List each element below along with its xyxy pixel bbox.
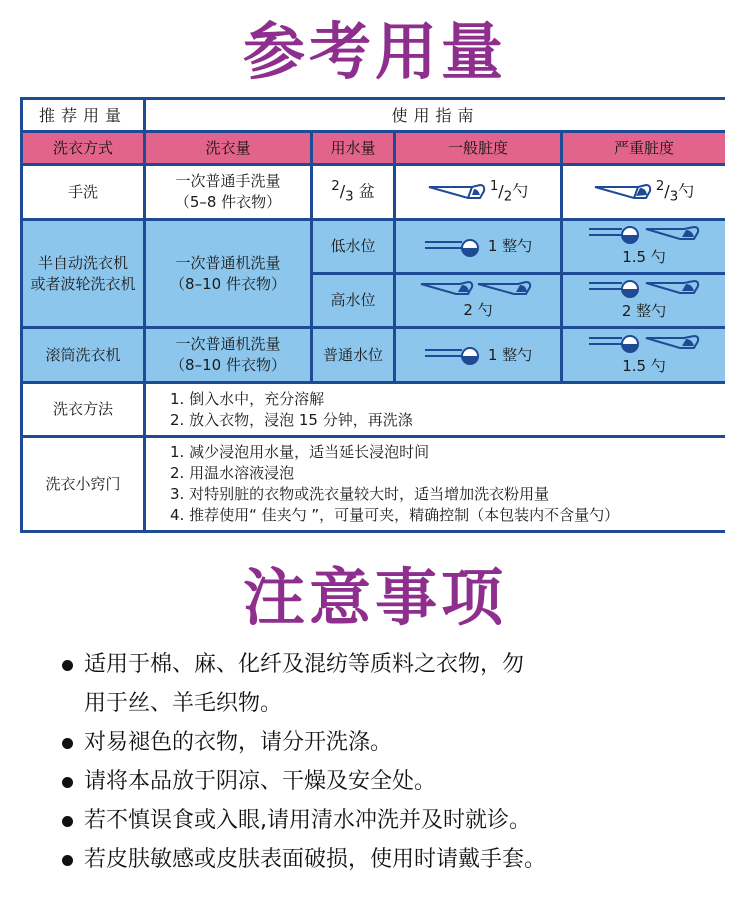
measuring-spoon-icon bbox=[420, 280, 536, 300]
semi-method-line-2: 或者波轮洗衣机 bbox=[30, 274, 136, 293]
notice-item bbox=[62, 762, 682, 801]
tip-item-4: 4. 推荐使用“ 佳夹勺 ”，可量可夹，精确控制（本包装内不含量勺） bbox=[170, 506, 620, 524]
notice-item-continuation bbox=[62, 684, 682, 723]
drum-water: 普通水位 bbox=[313, 329, 393, 381]
hand-water-amount: $^2/_3$ 盆 bbox=[331, 179, 375, 205]
hand-normal-amount: $^1/_2$勺 bbox=[489, 179, 529, 205]
semi-low-water: 低水位 bbox=[313, 221, 393, 272]
semi-high-normal bbox=[396, 275, 560, 326]
bullet-dot-icon bbox=[62, 660, 73, 671]
bullet-dot-icon bbox=[62, 738, 73, 749]
row-hand-wash-method: 手洗 bbox=[23, 166, 143, 218]
col-header-load: 洗衣量 bbox=[146, 133, 310, 163]
notice-item bbox=[62, 723, 682, 762]
drum-normal-amount: 1 整勺 bbox=[487, 345, 533, 364]
semi-method-line-1: 半自动洗衣机 bbox=[37, 253, 128, 272]
row-semi-auto-method bbox=[23, 221, 143, 326]
reference-dosage-title: 参考用量 bbox=[242, 15, 507, 88]
measuring-spoon-icon bbox=[424, 344, 484, 366]
semi-load-line-2: （8–10 件衣物） bbox=[170, 274, 286, 293]
bullet-dot-icon bbox=[62, 855, 73, 866]
notice-item bbox=[62, 645, 682, 684]
tip-item-3: 3. 对特别脏的衣物或洗衣量较大时，适当增加洗衣粉用量 bbox=[170, 485, 550, 503]
bullet-dot-icon bbox=[62, 777, 73, 788]
notice-text: 对易褪色的衣物，请分开洗涤。 bbox=[84, 730, 393, 755]
col-header-normal-dirt: 一般脏度 bbox=[396, 133, 560, 163]
semi-high-heavy-amount: 2 整勺 bbox=[621, 302, 667, 320]
measuring-spoon-icon bbox=[594, 183, 652, 201]
notice-text: 用于丝、羊毛织物。 bbox=[84, 691, 283, 716]
row-washing-method-steps bbox=[146, 384, 725, 435]
hand-normal-unit: 勺 bbox=[512, 181, 529, 201]
row-semi-auto-load bbox=[146, 221, 310, 326]
row-hand-wash-normal bbox=[396, 166, 560, 218]
col-header-method: 洗衣方式 bbox=[23, 133, 143, 163]
hand-load-line-1: 一次普通手洗量 bbox=[175, 172, 281, 190]
row-tips-items bbox=[146, 438, 725, 530]
measuring-spoon-icon bbox=[428, 183, 486, 201]
header-usage-guide: 使用指南 bbox=[146, 100, 725, 130]
method-step-2: 2. 放入衣物，浸泡 15 分钟，再洗涤 bbox=[170, 410, 413, 429]
tip-item-1: 1. 减少浸泡用水量，适当延长浸泡时间 bbox=[170, 443, 430, 461]
notice-text: 若皮肤敏感或皮肤表面破损，使用时请戴手套。 bbox=[84, 847, 547, 872]
measuring-spoon-icon bbox=[588, 334, 700, 356]
usage-guide-table bbox=[20, 97, 725, 533]
row-tips-label: 洗衣小窍门 bbox=[23, 438, 143, 530]
notice-list bbox=[62, 645, 682, 879]
measuring-spoon-icon bbox=[424, 236, 484, 258]
hand-normal-numerator: 1 bbox=[489, 179, 499, 195]
hand-heavy-numerator: 2 bbox=[655, 179, 665, 195]
row-hand-wash-heavy bbox=[563, 166, 725, 218]
semi-low-heavy-amount: 1.5 勺 bbox=[622, 248, 666, 266]
bullet-dot-icon bbox=[62, 816, 73, 827]
notice-text: 若不慎误食或入眼,请用清水冲洗并及时就诊。 bbox=[84, 808, 531, 833]
row-hand-wash-water bbox=[313, 166, 393, 218]
notice-text: 适用于棉、麻、化纤及混纺等质料之衣物，勿 bbox=[84, 652, 525, 677]
hand-heavy-amount: $^2/_3$勺 bbox=[655, 179, 695, 205]
tip-item-2: 2. 用温水溶液浸泡 bbox=[170, 464, 295, 482]
col-header-water: 用水量 bbox=[313, 133, 393, 163]
semi-high-normal-amount: 2 勺 bbox=[463, 301, 493, 319]
semi-low-normal bbox=[396, 221, 560, 272]
col-header-heavy-dirt: 严重脏度 bbox=[563, 133, 725, 163]
drum-load-line-1: 一次普通机洗量 bbox=[175, 335, 281, 353]
row-drum-method: 滚筒洗衣机 bbox=[23, 329, 143, 381]
notice-item bbox=[62, 801, 682, 840]
measuring-spoon-icon bbox=[588, 225, 700, 247]
hand-water-unit: 盆 bbox=[358, 181, 375, 201]
hand-water-denominator: 3 bbox=[345, 189, 354, 205]
drum-heavy-amount: 1.5 勺 bbox=[622, 356, 666, 375]
semi-high-heavy bbox=[563, 275, 725, 326]
hand-normal-denominator: 2 bbox=[503, 189, 513, 205]
drum-heavy bbox=[563, 329, 725, 381]
hand-heavy-denominator: 3 bbox=[669, 189, 679, 205]
measuring-spoon-icon bbox=[588, 279, 700, 301]
row-hand-wash-load bbox=[146, 166, 310, 218]
hand-heavy-unit: 勺 bbox=[678, 181, 695, 201]
row-washing-method-label: 洗衣方法 bbox=[23, 384, 143, 435]
drum-normal bbox=[396, 329, 560, 381]
semi-high-water: 高水位 bbox=[313, 275, 393, 326]
semi-low-normal-amount: 1 整勺 bbox=[487, 237, 533, 255]
semi-load-line-1: 一次普通机洗量 bbox=[175, 253, 281, 272]
method-step-1: 1. 倒入水中，充分溶解 bbox=[170, 389, 325, 408]
drum-load-line-2: （8–10 件衣物） bbox=[170, 356, 286, 374]
notice-text: 请将本品放于阴凉、干燥及安全处。 bbox=[84, 769, 437, 794]
hand-load-line-2: （5–8 件衣物） bbox=[174, 193, 282, 211]
header-recommended-dosage: 推荐用量 bbox=[23, 100, 143, 130]
row-drum-load bbox=[146, 329, 310, 381]
semi-low-heavy bbox=[563, 221, 725, 272]
notice-title: 注意事项 bbox=[242, 561, 507, 634]
notice-item bbox=[62, 840, 682, 879]
hand-water-numerator: 2 bbox=[331, 179, 340, 195]
